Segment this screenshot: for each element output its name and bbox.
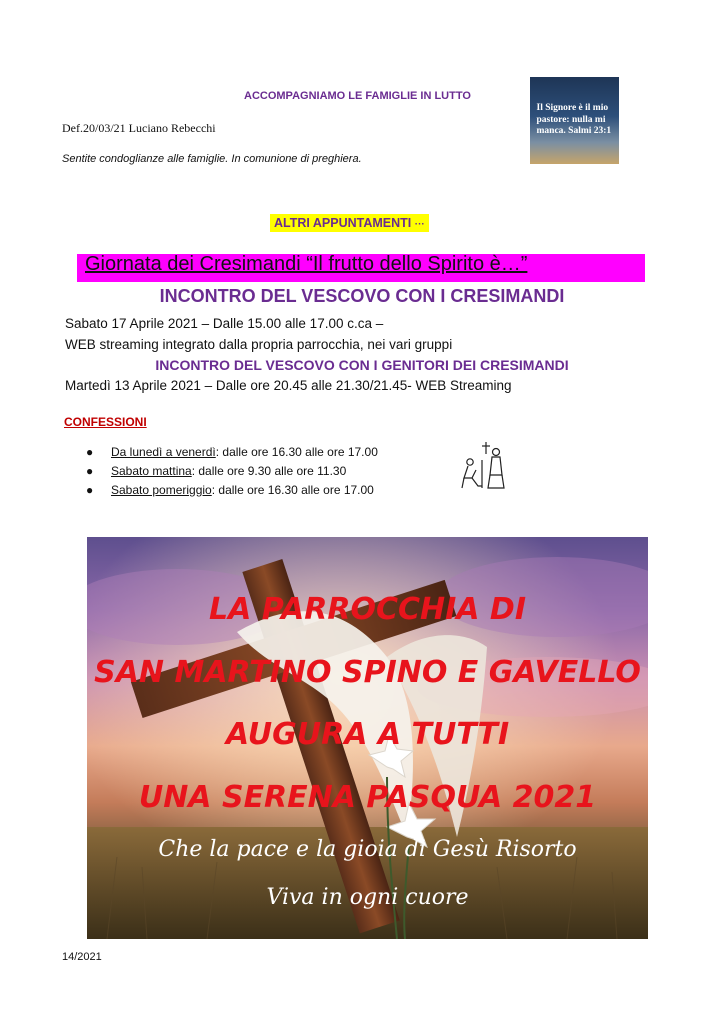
easter-line-4: UNA SERENA PASQUA 2021 <box>138 780 597 815</box>
easter-line-2: SAN MARTINO SPINO E GAVELLO <box>94 655 641 690</box>
altri-appuntamenti-label <box>270 214 429 232</box>
confession-icon <box>456 440 510 492</box>
bullet-icon: ● <box>86 445 94 459</box>
confession-hours: : dalle ore 9.30 alle ore 11.30 <box>191 464 347 478</box>
confession-day: Sabato pomeriggio <box>111 483 212 497</box>
incontro-vescovo-heading: INCONTRO DEL VESCOVO CON I CRESIMANDI <box>159 286 565 306</box>
confession-item <box>86 464 346 478</box>
cresimandi-date-line: Sabato 17 Aprile 2021 – Dalle 15.00 alle 17.00 c.ca – <box>65 316 384 331</box>
psalm-text: Il Signore è il mio pastore: nulla mi manca. Salmi 23:1 <box>536 103 612 137</box>
deceased-line: Def.20/03/21 Luciano Rebecchi <box>62 121 216 135</box>
confession-hours: : dalle ore 16.30 alle ore 17.00 <box>211 483 374 497</box>
easter-wish-2: Viva in ogni cuore <box>266 885 469 910</box>
altri-dots: ··· <box>414 219 425 230</box>
psalm-image <box>530 77 619 164</box>
incontro-genitori-heading: INCONTRO DEL VESCOVO CON I GENITORI DEI CRESIMANDI <box>155 357 569 373</box>
easter-wish-1: Che la pace e la gioia di Gesù Risorto <box>158 837 577 862</box>
confession-day: Da lunedì a venerdì <box>111 445 216 459</box>
cresimandi-web-line: WEB streaming integrato dalla propria parrocchia, nei vari gruppi <box>65 337 453 352</box>
genitori-date-line: Martedì 13 Aprile 2021 – Dalle ore 20.45 alle 21.30/21.45- WEB Streaming <box>65 378 512 393</box>
lutto-title: ACCOMPAGNIAMO LE FAMIGLIE IN LUTTO <box>244 90 471 102</box>
confessioni-heading: CONFESSIONI <box>64 415 147 429</box>
bullet-icon: ● <box>86 483 94 497</box>
easter-line-3: AUGURA A TUTTI <box>225 717 510 752</box>
giornata-title: Giornata dei Cresimandi “Il frutto dello Spirito è…” <box>85 253 528 275</box>
condolences-text: Sentite condoglianze alle famiglie. In comunione di preghiera. <box>62 153 362 165</box>
easter-line-1: LA PARROCCHIA DI <box>209 592 526 627</box>
confession-item <box>86 445 378 459</box>
altri-label: ALTRI APPUNTAMENTI <box>274 216 412 230</box>
confession-item <box>86 483 374 497</box>
confession-hours: : dalle ore 16.30 alle ore 17.00 <box>215 445 378 459</box>
confession-day: Sabato mattina <box>111 464 192 478</box>
bullet-icon: ● <box>86 464 94 478</box>
page-number: 14/2021 <box>62 951 102 963</box>
easter-greeting-image <box>87 537 648 939</box>
